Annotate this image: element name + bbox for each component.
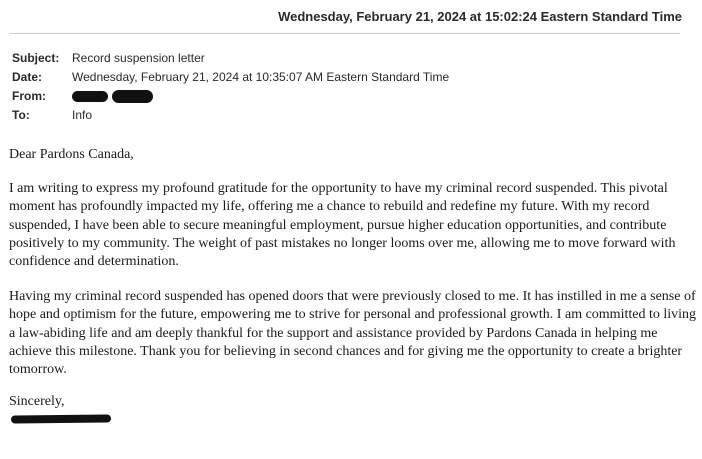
redaction-mark [112, 90, 153, 103]
signature-redacted [11, 415, 111, 424]
email-metadata [12, 48, 449, 124]
from-row [12, 86, 449, 105]
date-value: Wednesday, February 21, 2024 at 10:35:07 AM Eastern Standard Time [72, 69, 450, 84]
from-value-redacted [72, 90, 153, 103]
print-timestamp: Wednesday, February 21, 2024 at 15:02:24 Eastern Standard Time [278, 9, 682, 24]
letter-body [9, 146, 699, 423]
subject-value: Record suspension letter [72, 50, 205, 65]
redaction-mark [72, 91, 108, 102]
letter-paragraph-1: I am writing to express my profound gratitude for the opportunity to have my criminal record suspended. This pivotal moment has profoundly impacted my life, offering me a chance to rebuild and redefine my future. With my record suspended, I have been able to secure meaningful employment, pursue higher education opportunities, and contribute positively to my community. The weight of past mistakes no longer looms over me, allowing me to move forward with confidence and determination. [9, 181, 676, 270]
from-label: From: [12, 88, 46, 103]
letter-greeting: Dear Pardons Canada, [9, 147, 134, 162]
to-value: Info [72, 107, 93, 122]
letter-signoff: Sincerely, [9, 394, 65, 410]
to-row [12, 105, 449, 124]
date-label: Date: [12, 69, 43, 84]
subject-row [12, 48, 449, 67]
date-row [12, 67, 449, 86]
letter-paragraph-2: Having my criminal record suspended has opened doors that were previously closed to me. It has instilled in me a sense of hope and optimism for the future, empowering me to strive for personal and professional growth. I am committed to living a law-abiding life and am deeply thankful for the support and assistance provided by Pardons Canada in helping me achieve this milestone. Thank you for believing in second chances and for giving me the opportunity to create a brighter tomorrow. [9, 289, 697, 378]
subject-label: Subject: [12, 50, 60, 65]
header-divider [10, 33, 680, 34]
to-label: To: [12, 107, 30, 122]
